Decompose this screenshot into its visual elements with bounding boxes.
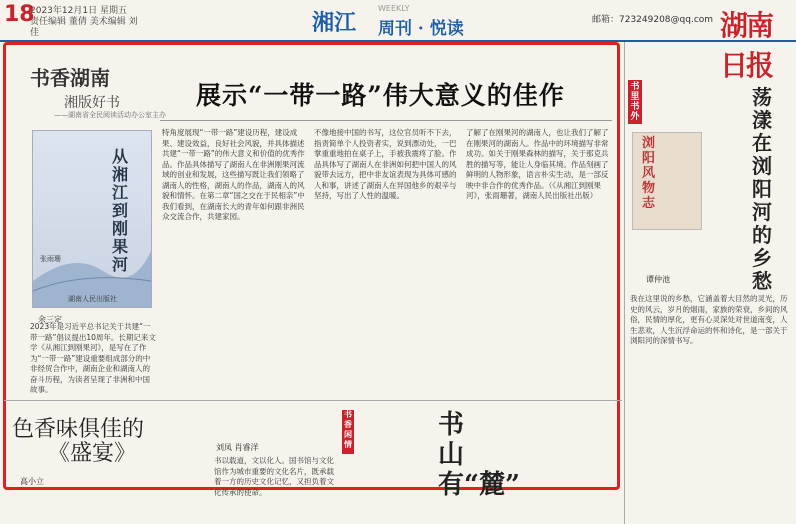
issue-date: 2023年12月1日 星期五: [30, 6, 127, 16]
article-column-2: 特角度展现“一带一路”建设历程，建设成果、建设效益，良好社会风貌，并具体描述共建“一带一路”的伟大意义和价值的优秀作品。作品具体描写了湖南人在非洲刚果河流域的创业和发展，这些描写既让我们领略了湖南人的性格，湖南人的作品，湖南人的风貌和情怀。在第二章“国之交在于民相亲”中我们看到，在湖南长大的青年如何跟非洲民众交流合作，共建家园。: [162, 128, 305, 221]
book-publisher: 湖南人民出版社: [68, 295, 117, 303]
article-headline: 展示“一带一路”伟大意义的佳作: [196, 81, 565, 110]
article-column-1: 2023年是习近平总书记关于共建“一带一路”倡议提出10周年。长期记来文学《从湘江到刚果河》，是写在了作为“一带一路”建设重要组成部分的中非经贸合作中，湖南企业和湖南人的奋斗历程，为读者呈现了非洲和中国故事。: [30, 322, 156, 394]
bottom-article-3-label: 书香闲情: [342, 410, 354, 454]
right-author: 谭仲池: [646, 275, 670, 284]
contact-email: 邮箱：723249208@qq.com: [592, 15, 714, 25]
column-label: 书里书外: [628, 80, 642, 124]
page-number: 18: [4, 2, 35, 27]
right-book-title: 浏阳风物志: [642, 136, 656, 211]
headline-rule: [160, 120, 612, 121]
issue-editors: 责任编辑 董倩 美术编辑 刘佳: [30, 17, 138, 38]
right-article-text: 我在这里说的乡愁，它涵盖着大目然的灵光，历史的风云，岁月的烟雨，家族的荣衰，乡间的风俗，民情的厚化，更有心灵深处对世道南变，人生悲欢，人生沉浮命运的怀和诗化，是一部关于浏阳河的深情书写。: [630, 294, 788, 345]
issue-meta: [30, 6, 140, 39]
brand-title: 书香湖南: [30, 66, 110, 90]
bottom-article-1-title-line2: 《盛宴》: [48, 441, 137, 466]
book-title: 从湘江到刚果河: [112, 147, 129, 274]
bottom-article-2-author: 刘凤 肖睿洋: [216, 443, 259, 452]
article-column-4: 了解了在刚果河的湖南人，也让我们了解了在刚果河的湖南人。作品中的环境描写非常成功。如关于刚果森林的描写，关于那克兵胜的描写等，能让人身临其境。作品刻画了鲜明的人物形象，语言朴实生动，是一部反映中非合作的优秀作品。（《从湘江到刚果河》，张雨珊著，湖南人民出版社出版）: [466, 128, 609, 200]
weekly-label: WEEKLY: [378, 4, 410, 13]
book-author: 张雨珊: [40, 255, 61, 263]
newspaper-logo: 湖南日报: [720, 9, 773, 82]
section-subtitle: 周刊 · 悦读: [378, 19, 464, 39]
bottom-article-1-author: 高小立: [20, 477, 44, 486]
bottom-divider: [4, 400, 622, 401]
bottom-article-2-text: 书以载道，文以化人。国书馆与文化馆作为城市重要的文化名片，既承载着一方的历史文化记忆，又担负着文化传承的使命。: [214, 456, 334, 497]
bottom-article-3-title: 书山有“麓”: [438, 410, 520, 500]
bottom-article-1-title-line1: 色香味俱佳的: [12, 417, 145, 442]
right-divider: [624, 42, 625, 524]
reviewer-name: 余三定: [38, 315, 62, 324]
section-name: 湘江: [312, 10, 357, 36]
brand-subtitle: 湘版好书: [64, 95, 120, 111]
right-headline: 荡漾在浏阳河的乡愁: [752, 85, 772, 293]
brand-organizer: ——湖南省全民阅读活动办公室主办: [54, 111, 166, 119]
article-column-3: 不像地接中国的书写，这位官员听不下去，指责简单个人投资者实，说到漂动处，一巴掌重重地拍在桌子上，手被我震疼了脸。作品具体写了湖南人在非洲如何把中国人的风貌带去远方，把中非友谊表现为具体可感的人和事，讲述了湖南人在异国他乡的艰辛与坚持，写出了人性的温暖。: [314, 128, 457, 200]
